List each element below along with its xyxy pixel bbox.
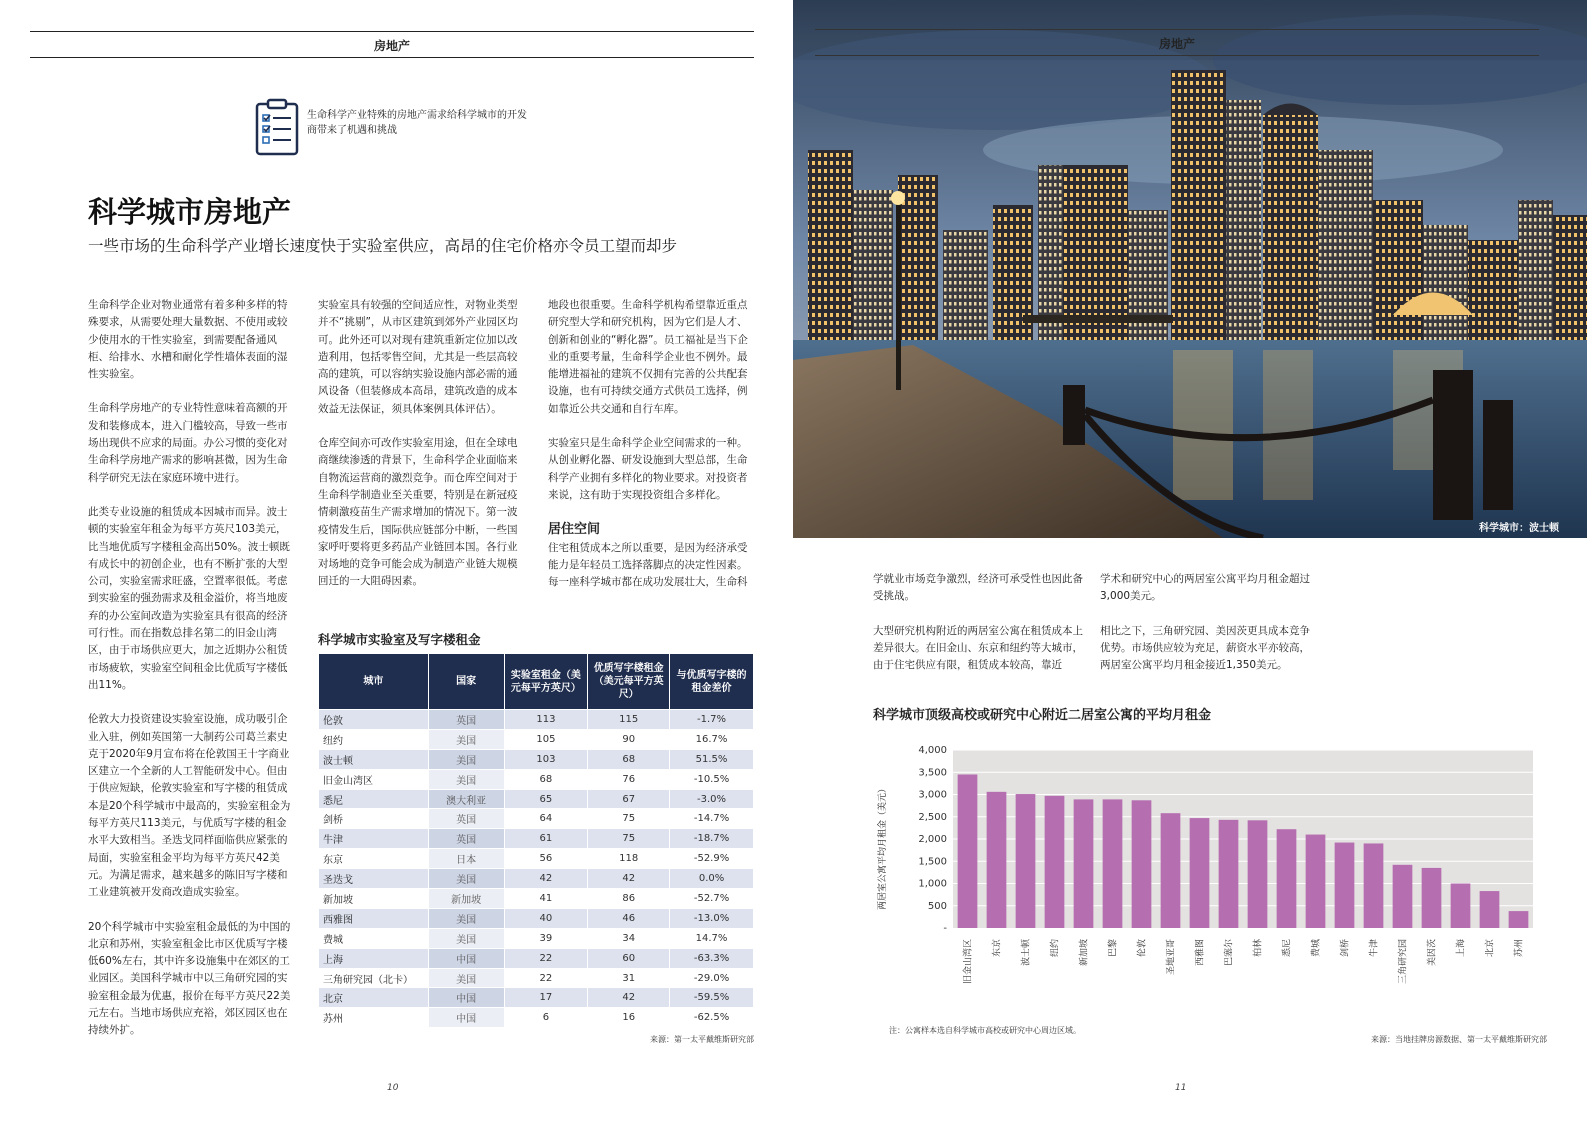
boston-waterfront-photo (793, 0, 1587, 538)
table-row (319, 729, 754, 749)
x-tick-label: 巴塞尔 (1224, 939, 1235, 967)
cell-country: 中国 (428, 1008, 504, 1028)
cell-office-rent: 115 (588, 710, 670, 730)
x-tick-label: 剑桥 (1340, 939, 1351, 958)
cell-rent-gap: -18.7% (670, 829, 754, 849)
x-tick-label: 旧金山湾区 (963, 939, 974, 985)
bar (1190, 818, 1210, 928)
callout-text: 生命科学产业特殊的房地产需求给科学城市的开发商带来了机遇和挑战 (307, 110, 527, 136)
y-tick-label: 2,000 (918, 834, 947, 845)
cell-rent-gap: -1.7% (670, 710, 754, 730)
top-rule (30, 31, 754, 32)
bar (1248, 820, 1268, 928)
chart-svg (873, 735, 1553, 1045)
bar (958, 774, 978, 928)
x-tick-label: 上海 (1456, 939, 1467, 958)
bar (1161, 813, 1181, 928)
bar (1364, 843, 1384, 928)
paragraph: 此类专业设施的租赁成本因城市而异。波士顿的实验室年租金为每平方英尺103美元，比当地优质写字楼租金高出50%。波士顿既有成长中的初创企业，也有不断扩张的大型公司，实验室需求旺盛，空置率很低。考虑到实验室的强劲需求及租金溢价，将当地废弃的办公室间改造为实验室具有很高的经济可行性。而在指数总排名第二的旧金山湾区，由于市场供应更大，加之近期办公租赁市场疲软，实验室空间租金比优质写字楼低出11%。 (88, 505, 290, 691)
cell-rent-gap: 51.5% (670, 749, 754, 769)
table-row (319, 710, 754, 730)
x-tick-label: 苏州 (1514, 939, 1525, 958)
subheading-housing: 居住空间 (548, 522, 601, 538)
paragraph: 生命科学企业对物业通常有着多种多样的特殊要求，从需要处理大量数据、不使用或较少使用水的干性实验室，到需要配备通风柜、给排水、水槽和耐化学性墙体表面的湿性实验室。 (88, 299, 288, 381)
table-row (319, 988, 754, 1008)
section-rule (815, 55, 1539, 56)
cell-office-rent: 60 (588, 948, 670, 968)
body-column-1 (88, 297, 293, 1057)
bar (1219, 820, 1239, 928)
left-page (0, 0, 793, 1122)
cell-office-rent: 16 (588, 1008, 670, 1028)
bar (1074, 799, 1094, 928)
table-row (319, 749, 754, 769)
table-title: 科学城市实验室及写字楼租金 (318, 632, 481, 647)
section-label: 房地产 (1158, 37, 1195, 51)
table-body (319, 710, 754, 1028)
page-title: 科学城市房地产 (88, 195, 292, 229)
y-tick-label: 1,500 (918, 856, 947, 868)
cell-country: 中国 (428, 948, 504, 968)
cell-rent-gap: -10.5% (670, 769, 754, 789)
cell-country: 英国 (428, 829, 504, 849)
bar (1277, 829, 1297, 928)
bar (1335, 843, 1355, 928)
header-city: 城市 (319, 654, 429, 710)
cell-country: 日本 (428, 849, 504, 869)
cell-rent-gap: 0.0% (670, 869, 754, 889)
x-tick-label: 圣地亚哥 (1166, 939, 1177, 976)
bar (1422, 868, 1442, 928)
x-tick-label: 巴黎 (1108, 939, 1119, 958)
cell-lab-rent: 40 (504, 908, 588, 928)
cell-country: 美国 (428, 908, 504, 928)
body-column-2 (318, 297, 525, 608)
cell-lab-rent: 64 (504, 809, 588, 829)
table-row (319, 889, 754, 909)
right-column-1 (873, 571, 1083, 691)
paragraph: 学就业市场竞争激烈，经济可承受性也因此备受挑战。 (873, 573, 1083, 603)
table-row (319, 948, 754, 968)
cell-country: 英国 (428, 710, 504, 730)
right-page (793, 0, 1587, 1122)
cell-office-rent: 90 (588, 729, 670, 749)
table-row (319, 769, 754, 789)
cell-office-rent: 34 (588, 928, 670, 948)
paragraph: 生命科学房地产的专业特性意味着高额的开发和装修成本，进入门槛较高，导致一些市场出现供不应求的局面。办公习惯的变化对生命科学房地产需求的影响甚微，因为生命科学研究无法在家庭环境中进行。 (88, 402, 288, 484)
page-number-left: 10 (387, 1083, 399, 1093)
x-tick-label: 西雅图 (1195, 939, 1206, 967)
x-tick-label: 美因茨 (1427, 939, 1438, 967)
header-office-rent: 优质写字楼租金（美元每平方英尺） (588, 654, 670, 710)
cell-city: 牛津 (319, 829, 429, 849)
cell-city: 北京 (319, 988, 429, 1008)
top-rule (815, 29, 1539, 30)
paragraph: 大型研究机构附近的两居室公寓在租赁成本上差异很大。在旧金山、东京和纽约等大城市，由于住宅供应有限，租赁成本较高，靠近 (873, 624, 1083, 672)
y-axis-label: 两居室公寓平均月租金（美元） (878, 783, 888, 911)
cell-lab-rent: 103 (504, 749, 588, 769)
paragraph: 地段也很重要。生命科学机构希望靠近重点研究型大学和研究机构，因为它们是人才、创新和创业的“孵化器”。员工福祉是当下企业的重要考量，生命科学企业也不例外。最能增进福祉的建筑不仅拥有完善的公共配套设施，也有可持续交通方式供员工选择，例如靠近公共交通和自行车库。 (548, 299, 748, 415)
cell-city: 旧金山湾区 (319, 769, 429, 789)
cell-city: 西雅图 (319, 908, 429, 928)
table-row (319, 809, 754, 829)
header-rent-gap: 与优质写字楼的租金差价 (670, 654, 754, 710)
cell-country: 美国 (428, 928, 504, 948)
x-tick-label: 波士顿 (1021, 939, 1032, 967)
table-row (319, 869, 754, 889)
cell-office-rent: 67 (588, 789, 670, 809)
bar (1132, 800, 1152, 928)
page-subtitle: 一些市场的生命科学产业增长速度快于实验室供应，高昂的住宅价格亦令员工望而却步 (88, 237, 678, 255)
section-rule (30, 57, 754, 58)
cell-country: 美国 (428, 769, 504, 789)
cell-office-rent: 118 (588, 849, 670, 869)
cell-rent-gap: -52.9% (670, 849, 754, 869)
cell-country: 美国 (428, 749, 504, 769)
cell-city: 纽约 (319, 729, 429, 749)
y-tick-label: 4,000 (918, 745, 947, 756)
chart-note: 注：公寓样本选自科学城市高校或研究中心周边区域。 (889, 1026, 1081, 1035)
cell-lab-rent: 56 (504, 849, 588, 869)
x-tick-label: 纽约 (1050, 939, 1061, 958)
cell-office-rent: 75 (588, 809, 670, 829)
cell-office-rent: 42 (588, 869, 670, 889)
cell-lab-rent: 22 (504, 948, 588, 968)
cell-office-rent: 68 (588, 749, 670, 769)
cell-office-rent: 75 (588, 829, 670, 849)
cell-city: 上海 (319, 948, 429, 968)
cell-lab-rent: 22 (504, 968, 588, 988)
header-lab-rent: 实验室租金（美元每平方英尺） (504, 654, 588, 710)
cell-lab-rent: 65 (504, 789, 588, 809)
cell-country: 新加坡 (428, 889, 504, 909)
y-tick-label: - (943, 923, 947, 934)
y-tick-label: 1,000 (918, 878, 947, 890)
cell-office-rent: 42 (588, 988, 670, 1008)
y-tick-label: 3,000 (918, 789, 947, 801)
x-tick-label: 牛津 (1369, 939, 1380, 958)
x-tick-label: 费城 (1311, 939, 1322, 958)
section-label: 房地产 (373, 39, 410, 53)
x-tick-label: 新加坡 (1079, 939, 1090, 967)
cell-rent-gap: -13.0% (670, 908, 754, 928)
rent-bar-chart (873, 735, 1553, 1045)
x-tick-label: 三角研究园 (1398, 939, 1409, 985)
paragraph: 相比之下，三角研究园、美因茨更具成本竞争优势。市场供应较为充足，薪资水平亦较高，两居室公寓平均月租金接近1,350美元。 (1100, 624, 1310, 672)
paragraph: 仓库空间亦可改作实验室用途，但在全球电商继续渗透的背景下，生命科学企业面临来自物流运营商的激烈竞争。而仓库空间对于生命科学制造业至关重要，特别是在新冠疫情刺激疫苗生产需求增加的情况下。第一波疫情发生后，国际供应链部分中断，一些国家呼吁要将更多药品产业链回本国。各行业对场地的竞争可能会成为制造产业链大规模回迁的一大阻碍因素。 (318, 437, 518, 588)
cell-city: 伦敦 (319, 710, 429, 730)
y-tick-label: 500 (927, 900, 947, 912)
cell-office-rent: 31 (588, 968, 670, 988)
paragraph: 20个科学城市中实验室租金最低的为中国的北京和苏州，实验室租金比市区优质写字楼低60%左右，其中许多设施集中在郊区的工业园区。美国科学城市中以三角研究园的实验室租金最为优惠，报价在每平方英尺22美元左右。当地市场供应充裕，郊区园区也在持续外扩。 (88, 920, 291, 1037)
cell-rent-gap: 14.7% (670, 928, 754, 948)
cell-rent-gap: -52.7% (670, 889, 754, 909)
x-tick-label: 东京 (992, 939, 1003, 958)
cell-city: 三角研究园（北卡） (319, 968, 429, 988)
cell-office-rent: 86 (588, 889, 670, 909)
cell-city: 东京 (319, 849, 429, 869)
cell-lab-rent: 113 (504, 710, 588, 730)
cell-office-rent: 76 (588, 769, 670, 789)
paragraph: 实验室具有较强的空间适应性，对物业类型并不“挑剔”，从市区建筑到郊外产业园区均可。此外还可以对现有建筑重新定位加以改造利用，包括零售空间，尤其是一些层高较高的建筑，可以容纳实验设施内部必需的通风设备（但装修成本高昂，建筑改造的成本效益无法保证，须具体案例具体评估）。 (318, 299, 518, 415)
cell-city: 费城 (319, 928, 429, 948)
cell-lab-rent: 105 (504, 729, 588, 749)
bar (1509, 911, 1529, 928)
photo-caption: 科学城市：波士顿 (1479, 523, 1559, 534)
bar (1306, 835, 1326, 928)
x-tick-label: 北京 (1485, 939, 1496, 958)
table-source: 来源：第一太平戴维斯研究部 (650, 1035, 754, 1044)
cell-city: 剑桥 (319, 809, 429, 829)
chart-source: 来源：当地挂牌房源数据、第一太平戴维斯研究部 (1371, 1035, 1547, 1044)
x-tick-label: 伦敦 (1137, 939, 1148, 958)
bar (1480, 891, 1500, 928)
cell-lab-rent: 17 (504, 988, 588, 1008)
table-row (319, 849, 754, 869)
cell-city: 新加坡 (319, 889, 429, 909)
table-row (319, 908, 754, 928)
paragraph: 伦敦大力投资建设实验室设施，成功吸引企业入驻，例如英国第一大制药公司葛兰素史克于2020年9月宣布将在伦敦国王十字商业区建立一个全新的人工智能研发中心。但由于供应短缺，伦敦实验室和写字楼的租赁成本是20个科学城市中最高的，实验室租金为每平方英尺113美元，与优质写字楼的租金水平大致相当。圣迭戈同样面临供应紧张的局面，实验室租金平均为每平方英尺42美元。为满足需求，越来越多的陈旧写字楼和工业建筑被开发商改造成实验室。 (88, 713, 291, 899)
cell-city: 苏州 (319, 1008, 429, 1028)
cell-city: 悉尼 (319, 789, 429, 809)
bar (1103, 799, 1123, 928)
cell-country: 美国 (428, 968, 504, 988)
cell-rent-gap: -59.5% (670, 988, 754, 1008)
callout (255, 98, 535, 156)
cell-rent-gap: -63.3% (670, 948, 754, 968)
table-row (319, 968, 754, 988)
cell-lab-rent: 42 (504, 869, 588, 889)
cell-country: 美国 (428, 869, 504, 889)
cell-lab-rent: 61 (504, 829, 588, 849)
bar (1016, 794, 1036, 928)
cell-rent-gap: -14.7% (670, 809, 754, 829)
y-tick-label: 2,500 (918, 811, 947, 823)
table-row (319, 789, 754, 809)
bar (987, 792, 1007, 928)
header-country: 国家 (428, 654, 504, 710)
right-column-2 (1100, 571, 1314, 691)
bar (1451, 884, 1471, 929)
clipboard-checklist-icon (255, 98, 299, 156)
chart-title: 科学城市顶级高校或研究中心附近二居室公寓的平均月租金 (873, 708, 1212, 723)
x-tick-label: 悉尼 (1282, 939, 1293, 958)
cell-rent-gap: -29.0% (670, 968, 754, 988)
boston-skyline-illustration (793, 0, 1587, 538)
page-number-right: 11 (1175, 1083, 1187, 1093)
cell-lab-rent: 39 (504, 928, 588, 948)
table-header-row (319, 654, 754, 710)
y-tick-label: 3,500 (918, 767, 947, 779)
paragraph: 住宅租赁成本之所以重要，是因为经济承受能力是年轻员工选择落脚点的决定性因素。每一座科学城市都在成功发展壮大，生命科 (548, 541, 748, 589)
paragraph: 实验室只是生命科学企业空间需求的一种。从创业孵化器、研发设施到大型总部，生命科学产业拥有多样化的物业要求。对投资者来说，这有助于实现投资组合多样化。 (548, 437, 748, 501)
cell-rent-gap: -3.0% (670, 789, 754, 809)
table-row (319, 829, 754, 849)
bar (1045, 796, 1065, 928)
cell-city: 圣迭戈 (319, 869, 429, 889)
table-row (319, 928, 754, 948)
body-column-3 (548, 297, 754, 608)
cell-rent-gap: -62.5% (670, 1008, 754, 1028)
x-tick-label: 柏林 (1253, 939, 1264, 958)
paragraph: 学术和研究中心的两居室公寓平均月租金超过3,000美元。 (1100, 573, 1310, 603)
cell-country: 英国 (428, 809, 504, 829)
cell-city: 波士顿 (319, 749, 429, 769)
table-row (319, 1008, 754, 1028)
rent-table (318, 653, 754, 1028)
cell-lab-rent: 41 (504, 889, 588, 909)
cell-rent-gap: 16.7% (670, 729, 754, 749)
bar (1393, 865, 1413, 928)
cell-lab-rent: 6 (504, 1008, 588, 1028)
cell-office-rent: 46 (588, 908, 670, 928)
cell-lab-rent: 68 (504, 769, 588, 789)
cell-country: 澳大利亚 (428, 789, 504, 809)
cell-country: 美国 (428, 729, 504, 749)
cell-country: 中国 (428, 988, 504, 1008)
